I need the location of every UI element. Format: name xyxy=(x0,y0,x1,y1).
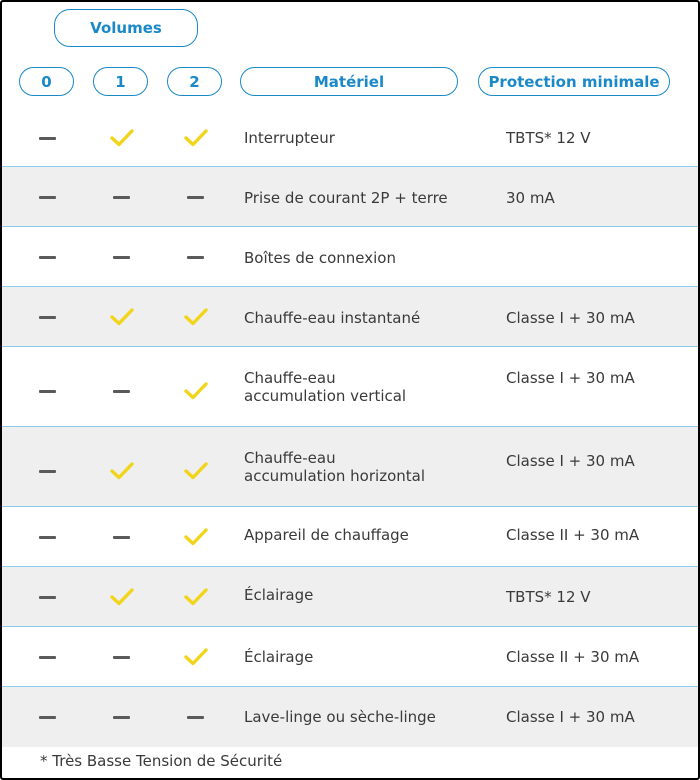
materiel-cell xyxy=(244,526,474,544)
materiel-line: Prise de courant 2P + terre xyxy=(244,189,448,207)
protection-cell: Classe II + 30 mA xyxy=(506,526,640,544)
dash-icon xyxy=(34,379,62,403)
volume-0-header xyxy=(19,67,74,96)
materiel-cell xyxy=(244,708,474,726)
check-icon xyxy=(182,645,210,669)
materiel-line: Éclairage xyxy=(244,586,314,604)
table-row xyxy=(2,627,698,687)
materiel-cell xyxy=(244,586,474,604)
protection-cell: Classe I + 30 mA xyxy=(506,369,635,387)
dash-icon xyxy=(34,459,62,483)
protection-cell: TBTS* 12 V xyxy=(506,129,591,147)
materiel-header xyxy=(240,67,458,96)
dash-icon xyxy=(108,245,136,269)
protection-cell: Classe I + 30 mA xyxy=(506,708,635,726)
table-row xyxy=(2,227,698,287)
table-row xyxy=(2,427,698,507)
materiel-line: Boîtes de connexion xyxy=(244,249,396,267)
table-row xyxy=(2,347,698,427)
materiel-cell xyxy=(244,249,474,267)
materiel-line: Interrupteur xyxy=(244,129,335,147)
dash-icon xyxy=(34,645,62,669)
dash-icon xyxy=(34,126,62,150)
materiel-line: Chauffe-eau instantané xyxy=(244,309,421,327)
volume-0-label: 0 xyxy=(41,72,52,91)
volume-2-label: 2 xyxy=(189,72,200,91)
dash-icon xyxy=(34,585,62,609)
volumes-header-label: Volumes xyxy=(90,19,162,37)
volume-1-header xyxy=(93,67,148,96)
check-icon xyxy=(182,305,210,329)
dash-icon xyxy=(34,185,62,209)
materiel-line: Éclairage xyxy=(244,648,314,666)
dash-icon xyxy=(182,705,210,729)
dash-icon xyxy=(182,185,210,209)
materiel-line: Lave-linge ou sèche-linge xyxy=(244,708,436,726)
materiel-cell xyxy=(244,369,474,405)
protection-cell: 30 mA xyxy=(506,189,555,207)
dash-icon xyxy=(108,705,136,729)
materiel-cell xyxy=(244,648,474,666)
dash-icon xyxy=(34,705,62,729)
materiel-cell xyxy=(244,449,474,485)
materiel-line: Appareil de chauffage xyxy=(244,526,409,544)
check-icon xyxy=(108,305,136,329)
protection-header xyxy=(478,67,670,96)
table-row xyxy=(2,287,698,347)
materiel-cell xyxy=(244,309,474,327)
materiel-cell xyxy=(244,129,474,147)
dash-icon xyxy=(108,185,136,209)
table-row xyxy=(2,567,698,627)
materiel-line: Chauffe-eau xyxy=(244,369,336,387)
dash-icon xyxy=(34,245,62,269)
protection-cell: Classe I + 30 mA xyxy=(506,309,635,327)
dash-icon xyxy=(108,379,136,403)
materiel-line: Chauffe-eau xyxy=(244,449,336,467)
materiel-line: accumulation vertical xyxy=(244,387,407,405)
materiel-line: accumulation horizontal xyxy=(244,467,425,485)
dash-icon xyxy=(34,305,62,329)
table-row xyxy=(2,167,698,227)
dash-icon xyxy=(34,525,62,549)
footnote: * Très Basse Tension de Sécurité xyxy=(40,752,283,770)
check-icon xyxy=(108,585,136,609)
table-row xyxy=(2,507,698,567)
protection-cell: TBTS* 12 V xyxy=(506,588,591,606)
check-icon xyxy=(108,126,136,150)
volume-2-header xyxy=(167,67,222,96)
dash-icon xyxy=(108,525,136,549)
table-row xyxy=(2,108,698,167)
check-icon xyxy=(182,459,210,483)
volume-1-label: 1 xyxy=(115,72,126,91)
check-icon xyxy=(108,459,136,483)
check-icon xyxy=(182,126,210,150)
protection-header-label: Protection minimale xyxy=(488,72,660,91)
materiel-cell xyxy=(244,189,474,207)
dash-icon xyxy=(182,245,210,269)
check-icon xyxy=(182,525,210,549)
table-row xyxy=(2,687,698,747)
check-icon xyxy=(182,379,210,403)
volumes-header xyxy=(54,9,198,47)
protection-cell: Classe I + 30 mA xyxy=(506,452,635,470)
check-icon xyxy=(182,585,210,609)
materiel-header-label: Matériel xyxy=(313,72,385,91)
dash-icon xyxy=(108,645,136,669)
protection-cell: Classe II + 30 mA xyxy=(506,648,640,666)
